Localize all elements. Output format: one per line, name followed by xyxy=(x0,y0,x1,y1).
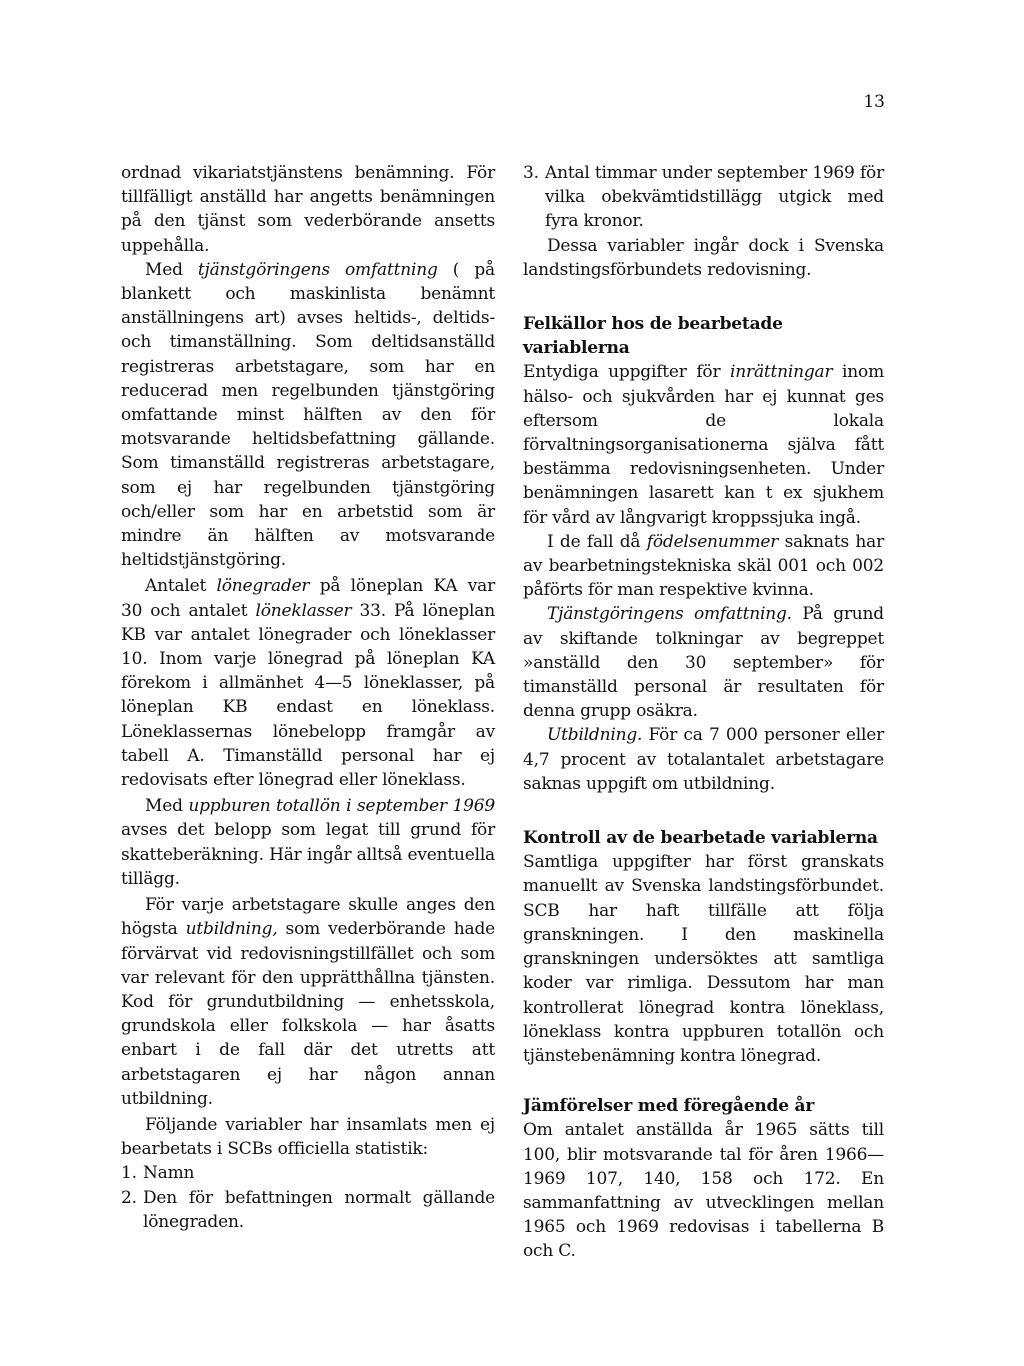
list-number: 1. xyxy=(121,1163,137,1184)
text-span: För ca 7 000 personer eller 4,7 procent av totalantalet arbetstagare saknas uppgift om utbildning. xyxy=(523,725,884,794)
paragraph-utbildning xyxy=(121,893,495,1111)
emphasis-term: lönegrader xyxy=(216,576,310,597)
list-item xyxy=(121,1161,495,1185)
emphasis-term: utbildning, xyxy=(185,919,278,940)
emphasis-term: Tjänstgöringens omfattning. xyxy=(547,604,792,625)
text-span: saknats har av bearbetningstekniska skäl 001 och 002 påförts för man respektive kvinna. xyxy=(523,531,884,601)
section-heading-jamforelser: Jämförelser med föregående år xyxy=(523,1096,815,1117)
variable-list-continued xyxy=(523,161,884,234)
text-span: 33. På löneplan KB var antalet lönegrader och löneklasser 10. Inom varje lönegrad på löneplan KA förekom i allmänhet 4—5 löneklasser, på löneplan KB endast en löneklass. Löneklassernas lönebelopp framgår av tabell A. Timanställd personal har ej redovisats efter lönegrad eller löneklass. xyxy=(121,600,495,791)
emphasis-term: födelsenummer xyxy=(646,531,779,552)
text-span: För varje arbetstagare skulle anges den högsta xyxy=(121,895,495,940)
text-span: på löneplan KA var 30 och antalet xyxy=(121,576,495,621)
section-heading-kontroll: Kontroll av de bearbetade variablerna xyxy=(523,828,878,849)
section-heading-felkallor: Felkällor hos de bearbetade variablerna xyxy=(523,314,783,359)
page-number: 13 xyxy=(863,92,885,112)
list-text: Namn xyxy=(143,1163,195,1184)
paragraph-tjanstgoring xyxy=(523,602,884,723)
text-span: Med xyxy=(145,259,198,280)
paragraph-inrattningar xyxy=(523,360,884,529)
section-gap xyxy=(523,1068,884,1094)
list-item xyxy=(523,161,884,234)
paragraph-fodelsenummer xyxy=(523,530,884,603)
text-span: Med xyxy=(145,796,189,817)
list-text: Antal timmar under september 1969 för vilka obekvämtidstillägg utgick med fyra kronor. xyxy=(545,163,884,232)
emphasis-term: inrättningar xyxy=(730,362,833,383)
emphasis-term: uppburen totallön i september 1969 xyxy=(188,796,495,817)
emphasis-term: tjänstgöringens omfattning xyxy=(197,259,438,280)
paragraph-jamforelser: Om antalet anställda år 1965 sätts till 100, blir motsvarande tal för åren 1966—1969 107, 140, 158 och 172. En sammanfattning av utvecklingen mellan 1965 och 1969 redovisas i tabellerna B och C. xyxy=(523,1120,884,1262)
paragraph-totallon xyxy=(121,794,495,891)
emphasis-term: löneklasser xyxy=(255,600,352,621)
right-column xyxy=(523,161,884,1264)
paragraph-granskning: Samtliga uppgifter har först granskats manuellt av Svenska landstingsförbundet. SCB har haft tillfälle att följa granskningen. I den maskinella granskningen undersöktes att samtliga koder var rimliga. Dessutom har man kontrollerat lönegrad kontra löneklass, löneklass kontra uppburen totallön och tjänstebenämning kontra lönegrad. xyxy=(523,852,884,1066)
paragraph-tjanstgoringens-omfattning xyxy=(121,258,495,573)
text-span: som vederbörande hade förvärvat vid redovisningstillfället och som var relevant för den upprätthållna tjänsten. Kod för grundutbildning — enhetsskola, grundskola eller folkskola — har åsatts enbart i de fall där det utretts att arbetstagaren ej har någon annan utbildning. xyxy=(121,919,496,1109)
paragraph-landstingsforbundet: Dessa variabler ingår dock i Svenska landstingsförbundets redovisning. xyxy=(523,235,884,280)
section-gap xyxy=(523,796,884,826)
text-span: avses det belopp som legat till grund för skatteberäkning. Här ingår alltså eventuella tillägg. xyxy=(121,820,495,889)
variable-list xyxy=(121,1161,495,1234)
emphasis-term: Utbildning. xyxy=(547,725,643,746)
text-span: I de fall då xyxy=(547,531,647,552)
paragraph-utbildning-saknas xyxy=(523,723,884,796)
paragraph-lonegrader xyxy=(121,574,495,792)
paragraph-variabler: Följande variabler har insamlats men ej bearbetats i SCBs officiella statistik: xyxy=(121,1114,495,1160)
left-column xyxy=(121,161,495,1234)
list-number: 3. xyxy=(523,163,539,183)
text-span: Antalet xyxy=(145,576,217,597)
list-number: 2. xyxy=(121,1187,137,1208)
list-item xyxy=(121,1186,495,1234)
text-span: ( på blankett och maskinlista benämnt anställningens art) avses heltids-, deltids- och timanställning. Som deltidsanställd registreras arbetstagare, som har en reducerad men regelbunden tjänstgöring omfattande minst hälften av den för motsvarande heltidsbefattning gällande. Som timanställd registreras arbetstagare, som ej har regelbunden tjänstgöring och/eller som har en arbetstid som är mindre än hälften av motsvarande heltidstjänstgöring. xyxy=(121,259,495,571)
text-span: På grund av skiftande tolkningar av begreppet »anställd den 30 september» för timanställd personal är resultaten för denna grupp osäkra. xyxy=(523,604,884,722)
list-text: Den för befattningen normalt gällande lönegraden. xyxy=(143,1187,495,1232)
paragraph-vikariat: ordnad vikariatstjänstens benämning. För tillfälligt anställd har angetts benämningen på den tjänst som vederbörande ansetts uppehålla. xyxy=(121,163,495,256)
section-gap xyxy=(523,282,884,312)
text-span: Entydiga uppgifter för xyxy=(523,362,731,383)
text-span: inom hälso- och sjukvården har ej kunnat ges eftersom de lokala förvaltningsorganisationerna själva fått bestämma redovisningsenheten. Under benämningen lasarett kan t ex sjukhem för vård av långvarigt kroppssjuka ingå. xyxy=(523,362,884,528)
